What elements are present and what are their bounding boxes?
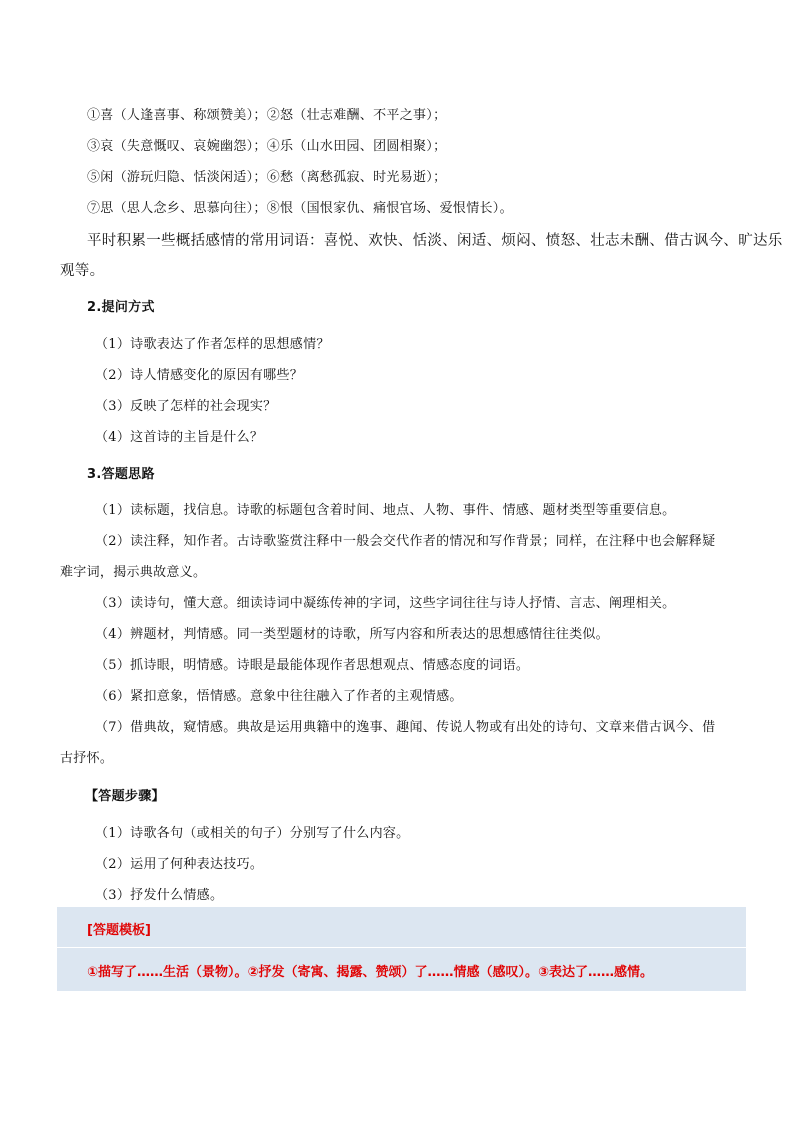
question-item-1: （1）诗歌表达了作者怎样的思想感情？ bbox=[95, 337, 330, 352]
section-heading-approach: 3.答题思路 bbox=[87, 467, 155, 482]
approach-item-1: （1）读标题，找信息。诗歌的标题包含着时间、地点、人物、事件、情感、题材类型等重要信息。 bbox=[95, 503, 676, 518]
question-item-4: （4）这首诗的主旨是什么？ bbox=[95, 430, 264, 445]
answer-template-text: ①描写了……生活（景物）。②抒发（寄寓、揭露、赞颂）了……情感（感叹）。③表达了……感情。 bbox=[87, 965, 654, 980]
step-item-2: （2）运用了何种表达技巧。 bbox=[95, 857, 264, 872]
step-item-3: （3）抒发什么情感。 bbox=[95, 888, 224, 903]
answer-template-box bbox=[57, 907, 746, 991]
approach-item-4: （4）辨题材，判情感。同一类型题材的诗歌，所写内容和所表达的思想感情往往类似。 bbox=[95, 627, 609, 642]
section-heading-steps: 【答题步骤】 bbox=[85, 789, 165, 804]
approach-item-5: （5）抓诗眼，明情感。诗眼是最能体现作者思想观点、情感态度的词语。 bbox=[95, 658, 530, 673]
section-heading-questioning: 2.提问方式 bbox=[87, 300, 155, 315]
approach-item-7-cont: 古抒怀。 bbox=[60, 751, 114, 766]
template-divider bbox=[57, 947, 746, 948]
emotion-line-2: ③哀（失意慨叹、哀婉幽怨）；④乐（山水田园、团圆相聚）； bbox=[87, 139, 447, 154]
approach-item-7: （7）借典故，窥情感。典故是运用典籍中的逸事、趣闻、传说人物或有出处的诗句、文章来借古讽今、借 bbox=[95, 720, 716, 735]
approach-item-2: （2）读注释，知作者。古诗歌鉴赏注释中一般会交代作者的情况和写作背景；同样，在注释中也会解释疑 bbox=[95, 534, 716, 549]
question-item-2: （2）诗人情感变化的原因有哪些？ bbox=[95, 368, 304, 383]
vocab-paragraph-line-2: 观等。 bbox=[60, 263, 105, 279]
emotion-line-1: ①喜（人逢喜事、称颂赞美）；②怒（壮志难酬、不平之事）； bbox=[87, 108, 447, 123]
step-item-1: （1）诗歌各句（或相关的句子）分别写了什么内容。 bbox=[95, 826, 410, 841]
approach-item-6: （6）紧扣意象，悟情感。意象中往往融入了作者的主观情感。 bbox=[95, 689, 463, 704]
vocab-paragraph-line-1: 平时积累一些概括感情的常用词语：喜悦、欢快、恬淡、闲适、烦闷、愤怒、壮志未酬、借古讽今、旷达乐 bbox=[87, 233, 783, 249]
emotion-line-3: ⑤闲（游玩归隐、恬淡闲适）；⑥愁（离愁孤寂、时光易逝）； bbox=[87, 170, 447, 185]
answer-template-title: [答题模板] bbox=[87, 923, 151, 938]
approach-item-3: （3）读诗句，懂大意。细读诗词中凝练传神的字词，这些字词往往与诗人抒情、言志、阐理相关。 bbox=[95, 596, 676, 611]
approach-item-2-cont: 难字词，揭示典故意义。 bbox=[60, 565, 207, 580]
emotion-line-4: ⑦思（思人念乡、思慕向往）；⑧恨（国恨家仇、痛恨官场、爱恨情长）。 bbox=[87, 201, 513, 216]
question-item-3: （3）反映了怎样的社会现实？ bbox=[95, 399, 277, 414]
